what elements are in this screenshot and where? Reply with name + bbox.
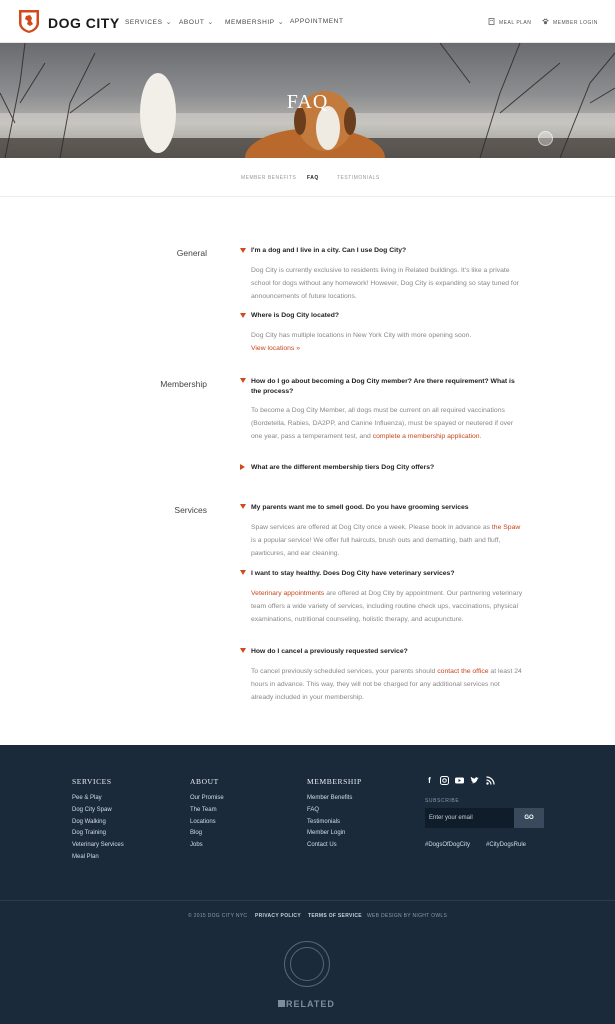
footer bbox=[0, 745, 615, 1024]
faq-question[interactable]: How do I cancel a previously requested service? bbox=[251, 648, 408, 655]
nav-services[interactable]: SERVICES ⌄ bbox=[125, 19, 173, 26]
footer-heading-membership: MEMBERSHIP bbox=[307, 777, 362, 786]
sub-navigation bbox=[0, 158, 615, 197]
expanded-arrow-icon[interactable] bbox=[240, 378, 246, 383]
category-general: General bbox=[176, 248, 207, 258]
hashtag-link[interactable]: #CityDogsRule bbox=[486, 842, 527, 848]
nav-about[interactable]: ABOUT ⌄ bbox=[179, 19, 214, 26]
footer-link[interactable]: Blog bbox=[190, 830, 203, 836]
privacy-policy-link[interactable]: PRIVACY POLICY bbox=[255, 913, 301, 919]
camera-icon[interactable] bbox=[538, 131, 553, 146]
faq-question[interactable]: My parents want me to smell good. Do you have grooming services bbox=[251, 504, 469, 511]
instagram-icon[interactable] bbox=[440, 776, 449, 785]
chevron-down-icon: ⌄ bbox=[165, 19, 173, 26]
expanded-arrow-icon[interactable] bbox=[240, 248, 246, 253]
expanded-arrow-icon[interactable] bbox=[240, 570, 246, 575]
brand-name[interactable]: DOG CITY bbox=[48, 15, 120, 31]
footer-link[interactable]: Contact Us bbox=[307, 842, 337, 848]
view-locations-link[interactable]: View locations » bbox=[251, 345, 300, 352]
tab-faq[interactable]: FAQ bbox=[307, 175, 319, 181]
footer-link[interactable]: Member Benefits bbox=[307, 795, 353, 801]
tab-member-benefits[interactable]: MEMBER BENEFITS bbox=[241, 175, 297, 181]
expanded-arrow-icon[interactable] bbox=[240, 648, 246, 653]
faq-question[interactable]: I want to stay healthy. Does Dog City have veterinary services? bbox=[251, 570, 455, 577]
footer-link[interactable]: Veterinary Services bbox=[72, 842, 124, 848]
faq-answer: Veterinary appointments are offered at Dog City by appointment. Our partnering veterinary team offers a wide variety of services, including routine check ups, vaccinations, physical examinations, nutritional counseling, holistic therapy, and acupuncture. bbox=[251, 590, 523, 623]
footer-link[interactable]: The Team bbox=[190, 807, 217, 813]
faq-answer: To become a Dog City Member, all dogs must be current on all required vaccinations (Bordetella, Rabies, DA2PP, and Canine Influenza), must be spayed or neutered if over one year, pass a temperament test, and complete a membership application. bbox=[251, 407, 514, 440]
tab-testimonials[interactable]: TESTIMONIALS bbox=[337, 175, 380, 181]
nav-appointment[interactable]: APPOINTMENT bbox=[290, 18, 344, 25]
footer-link[interactable]: Dog Walking bbox=[72, 819, 106, 825]
expanded-arrow-icon[interactable] bbox=[240, 313, 246, 318]
footer-link[interactable]: Member Login bbox=[307, 830, 346, 836]
veterinary-appointments-link[interactable]: Veterinary appointments bbox=[251, 590, 325, 597]
faq-question[interactable]: Where is Dog City located? bbox=[251, 312, 339, 319]
subscribe-go-button[interactable]: GO bbox=[514, 808, 544, 828]
membership-application-link[interactable]: complete a membership application bbox=[372, 433, 480, 440]
footer-heading-services: SERVICES bbox=[72, 777, 112, 786]
footer-link[interactable]: Meal Plan bbox=[72, 854, 99, 860]
footer-link[interactable]: Locations bbox=[190, 819, 216, 825]
spaw-link[interactable]: the Spaw bbox=[491, 524, 521, 531]
top-nav bbox=[0, 0, 615, 43]
category-services: Services bbox=[174, 505, 207, 515]
faq-question[interactable]: I'm a dog and I live in a city. Can I use Dog City? bbox=[251, 247, 407, 254]
building-icon bbox=[488, 18, 495, 25]
footer-divider bbox=[0, 900, 615, 901]
chevron-down-icon: ⌄ bbox=[277, 19, 285, 26]
youtube-icon[interactable] bbox=[455, 776, 464, 785]
terms-of-service-link[interactable]: TERMS OF SERVICE bbox=[308, 913, 362, 919]
chevron-down-icon: ⌄ bbox=[207, 19, 214, 26]
faq-answer: Spaw services are offered at Dog City once a week. Please book in advance as the Spaw is a popular service! We offer full haircuts, brush outs and dematting, bath and fluff, pawticures, and ear cleaning. bbox=[251, 524, 521, 557]
contact-office-link[interactable]: contact the office bbox=[437, 668, 489, 675]
expanded-arrow-icon[interactable] bbox=[240, 504, 246, 509]
facebook-icon[interactable]: f bbox=[428, 776, 431, 785]
faq-answer: To cancel previously scheduled services, your parents should contact the office at least 24 hours in advance. This way, they will not be charged for any additional services not already included in your membership. bbox=[251, 668, 522, 701]
dog-city-seal-logo bbox=[284, 941, 330, 987]
dog-city-logo-icon[interactable] bbox=[18, 9, 40, 34]
category-membership: Membership bbox=[160, 379, 207, 389]
related-logo[interactable]: RELATED bbox=[278, 999, 335, 1009]
nav-membership[interactable]: MEMBERSHIP ⌄ bbox=[225, 19, 285, 26]
member-login-link[interactable]: MEMBER LOGIN bbox=[542, 18, 598, 26]
footer-link[interactable]: Pee & Play bbox=[72, 795, 102, 801]
email-input[interactable]: Enter your email bbox=[425, 808, 514, 828]
design-credit[interactable]: WEB DESIGN BY NIGHT OWLS bbox=[367, 913, 448, 919]
twitter-icon[interactable] bbox=[470, 776, 479, 785]
footer-link[interactable]: Dog Training bbox=[72, 830, 107, 836]
faq-question[interactable]: What are the different membership tiers Dog City offers? bbox=[251, 464, 435, 471]
footer-link[interactable]: Dog City Spaw bbox=[72, 807, 112, 813]
subscribe-label: SUBSCRIBE bbox=[425, 798, 460, 804]
hero-banner bbox=[0, 43, 615, 158]
faq-answer: Dog City is currently exclusive to residents living in Related buildings. It's like a private school for dogs without any homework! However, Dog City is expanding so stay tuned for announcements of future locations. bbox=[251, 267, 519, 300]
page-title: FAQ bbox=[286, 91, 329, 113]
footer-link[interactable]: Our Promise bbox=[190, 795, 224, 801]
footer-heading-about: ABOUT bbox=[190, 777, 219, 786]
meal-plan-link[interactable]: MEAL PLAN bbox=[488, 18, 531, 26]
footer-link[interactable]: Jobs bbox=[190, 842, 203, 848]
faq-answer: Dog City has multiple locations in New York City with more opening soon. View locations » bbox=[251, 332, 472, 352]
copyright: © 2015 DOG CITY NYC bbox=[188, 913, 248, 919]
rss-icon[interactable] bbox=[486, 776, 495, 785]
paw-icon bbox=[542, 18, 549, 25]
hashtag-link[interactable]: #DogsOfDogCity bbox=[425, 842, 471, 848]
seal-inner-ring bbox=[290, 947, 324, 981]
faq-question[interactable]: How do I go about becoming a Dog City member? Are there requirement? What is the process? bbox=[251, 378, 515, 395]
footer-link[interactable]: Testimonials bbox=[307, 819, 341, 825]
collapsed-arrow-icon[interactable] bbox=[240, 464, 245, 470]
footer-link[interactable]: FAQ bbox=[307, 807, 320, 813]
related-logo-mark bbox=[278, 1000, 285, 1007]
